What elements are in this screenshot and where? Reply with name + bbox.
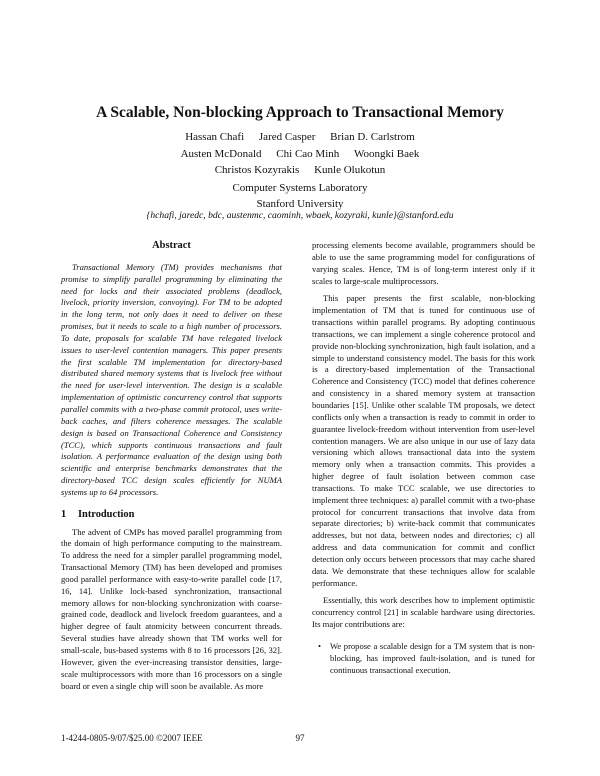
affiliation-lab: Computer Systems Laboratory — [232, 182, 368, 194]
author-name: Christos Kozyrakis — [214, 164, 300, 176]
paragraph-continued: processing elements become available, programmers should be able to use the same programming model for configurations of varying scales. Hence, TM is of long-term interest only if it scales to large-scale multiprocessors. — [312, 240, 535, 286]
author-name: Hassan Chafi — [185, 131, 245, 143]
left-column — [61, 240, 282, 692]
abstract-heading: Abstract — [152, 240, 191, 251]
author-name: Woongki Baek — [354, 147, 420, 160]
section-title: Introduction — [78, 508, 135, 520]
affiliation — [0, 181, 600, 212]
list-item-text: We propose a scalable design for a TM system that is non-blocking, has improved fault-isolation, and is tuned for continuous transactional execution. — [330, 641, 535, 675]
paragraph: This paper presents the first scalable, non-blocking implementation of TM that is tuned for continuous use of transactions within parallel programs. By adopting continuous transactions, we can implement a single coherence protocol and provide non-blocking synchronization, high fault isolation, and a simple to understand consistency model. The basis for this work is a directory-based implementation of the Transactional Coherence and Consistency (TCC) model that defines coherence and consistency in a shared memory system at transaction boundaries [15]. Unlike other scalable TM proposals, we detect conflicts only when a transaction is ready to commit in order to guarantee livelock-freedom without intervention from user-level contention managers. We are also unique in our use of lazy data versioning which allows transactional data into the system memory only when a transaction commits. This provides a higher degree of fault isolation between common case transactions. To make TCC scalable, we use directories to implement three techniques: a) parallel commit with a two-phase protocol for concurrent transactions that involve data from separate directories; b) write-back commit that communicates addresses, but not data, between nodes and directories; c) all address and data communication for commit and conflict detection only occurs between processors that may cache shared data. We demonstrate that these techniques allow for scalable performance. — [312, 293, 535, 588]
author-list — [0, 129, 600, 179]
section-number: 1 — [61, 508, 67, 520]
affiliation-university: Stanford University — [256, 197, 344, 210]
abstract-text: Transactional Memory (TM) provides mechanisms that promise to simplify parallel programming by eliminating the need for locks and their associated problems (deadlock, livelock, priority inversion, convoying). For TM to be adopted in the long term, not only does it need to deliver on these promises, but it needs to scale to a high number of processors. To date, proposals for scalable TM have relegated livelock issues to user-level contention managers. This paper presents the first scalable TM implementation for directory-based distributed shared memory systems that is livelock free without the need for user-level intervention. The design is a scalable implementation of optimistic concurrency control that supports parallel commits with a two-phase commit protocol, uses write-back caches, and filters coherence messages. The scalable design is based on Transactional Coherence and Consistency (TCC), which supports continuous transactions and fault isolation. A performance evaluation of the design using both scientific and enterprise benchmarks demonstrates that the directory-based TCC design scales efficiently for NUMA systems up to 64 processors. — [61, 261, 282, 497]
author-name: Jared Casper — [258, 131, 316, 143]
list-item — [312, 641, 535, 677]
section-heading — [61, 509, 282, 521]
copyright-notice: 1-4244-0805-9/07/$25.00 ©2007 IEEE — [61, 733, 203, 743]
author-row — [0, 146, 600, 163]
paragraph: The advent of CMPs has moved parallel programming from the domain of high performance computing to the mainstream. To address the need for a simpler parallel programming model, Transactional Memory (TM) has been developed and promises good parallel performance with easy-to-write parallel code [17, 16, 14]. Unlike lock-based synchronization, transactional memory allows for non-blocking synchronization with coarse-grained code, deadlock and livelock freedom guarantees, and a higher degree of fault atomicity between concurrent threads. Several studies have already shown that TM works well for small-scale, bus-based systems with 8 to 16 processors [26, 32]. However, given the ever-increasing transistor densities, large-scale multiprocessors with more than 16 processors on a single board or even a single chip will soon be available. As more — [61, 526, 282, 691]
author-name: Kunle Olukotun — [314, 164, 386, 176]
author-row — [0, 129, 600, 146]
author-name: Austen McDonald — [180, 147, 262, 160]
right-column — [312, 240, 535, 677]
author-name: Brian D. Carlstrom — [330, 131, 415, 143]
paper-title: A Scalable, Non-blocking Approach to Transactional Memory — [96, 104, 504, 121]
paragraph: Essentially, this work describes how to implement optimistic concurrency control [21] in scalable hardware using directories. Its major contributions are: — [312, 595, 535, 630]
author-name: Chi Cao Minh — [276, 147, 340, 160]
page-number: 97 — [295, 733, 305, 743]
bullet-icon: • — [318, 641, 321, 651]
author-row — [0, 162, 600, 179]
author-emails: {hchafi, jaredc, bdc, austenmc, caominh, wbaek, kozyraki, kunle}@stanford.edu — [146, 210, 454, 221]
